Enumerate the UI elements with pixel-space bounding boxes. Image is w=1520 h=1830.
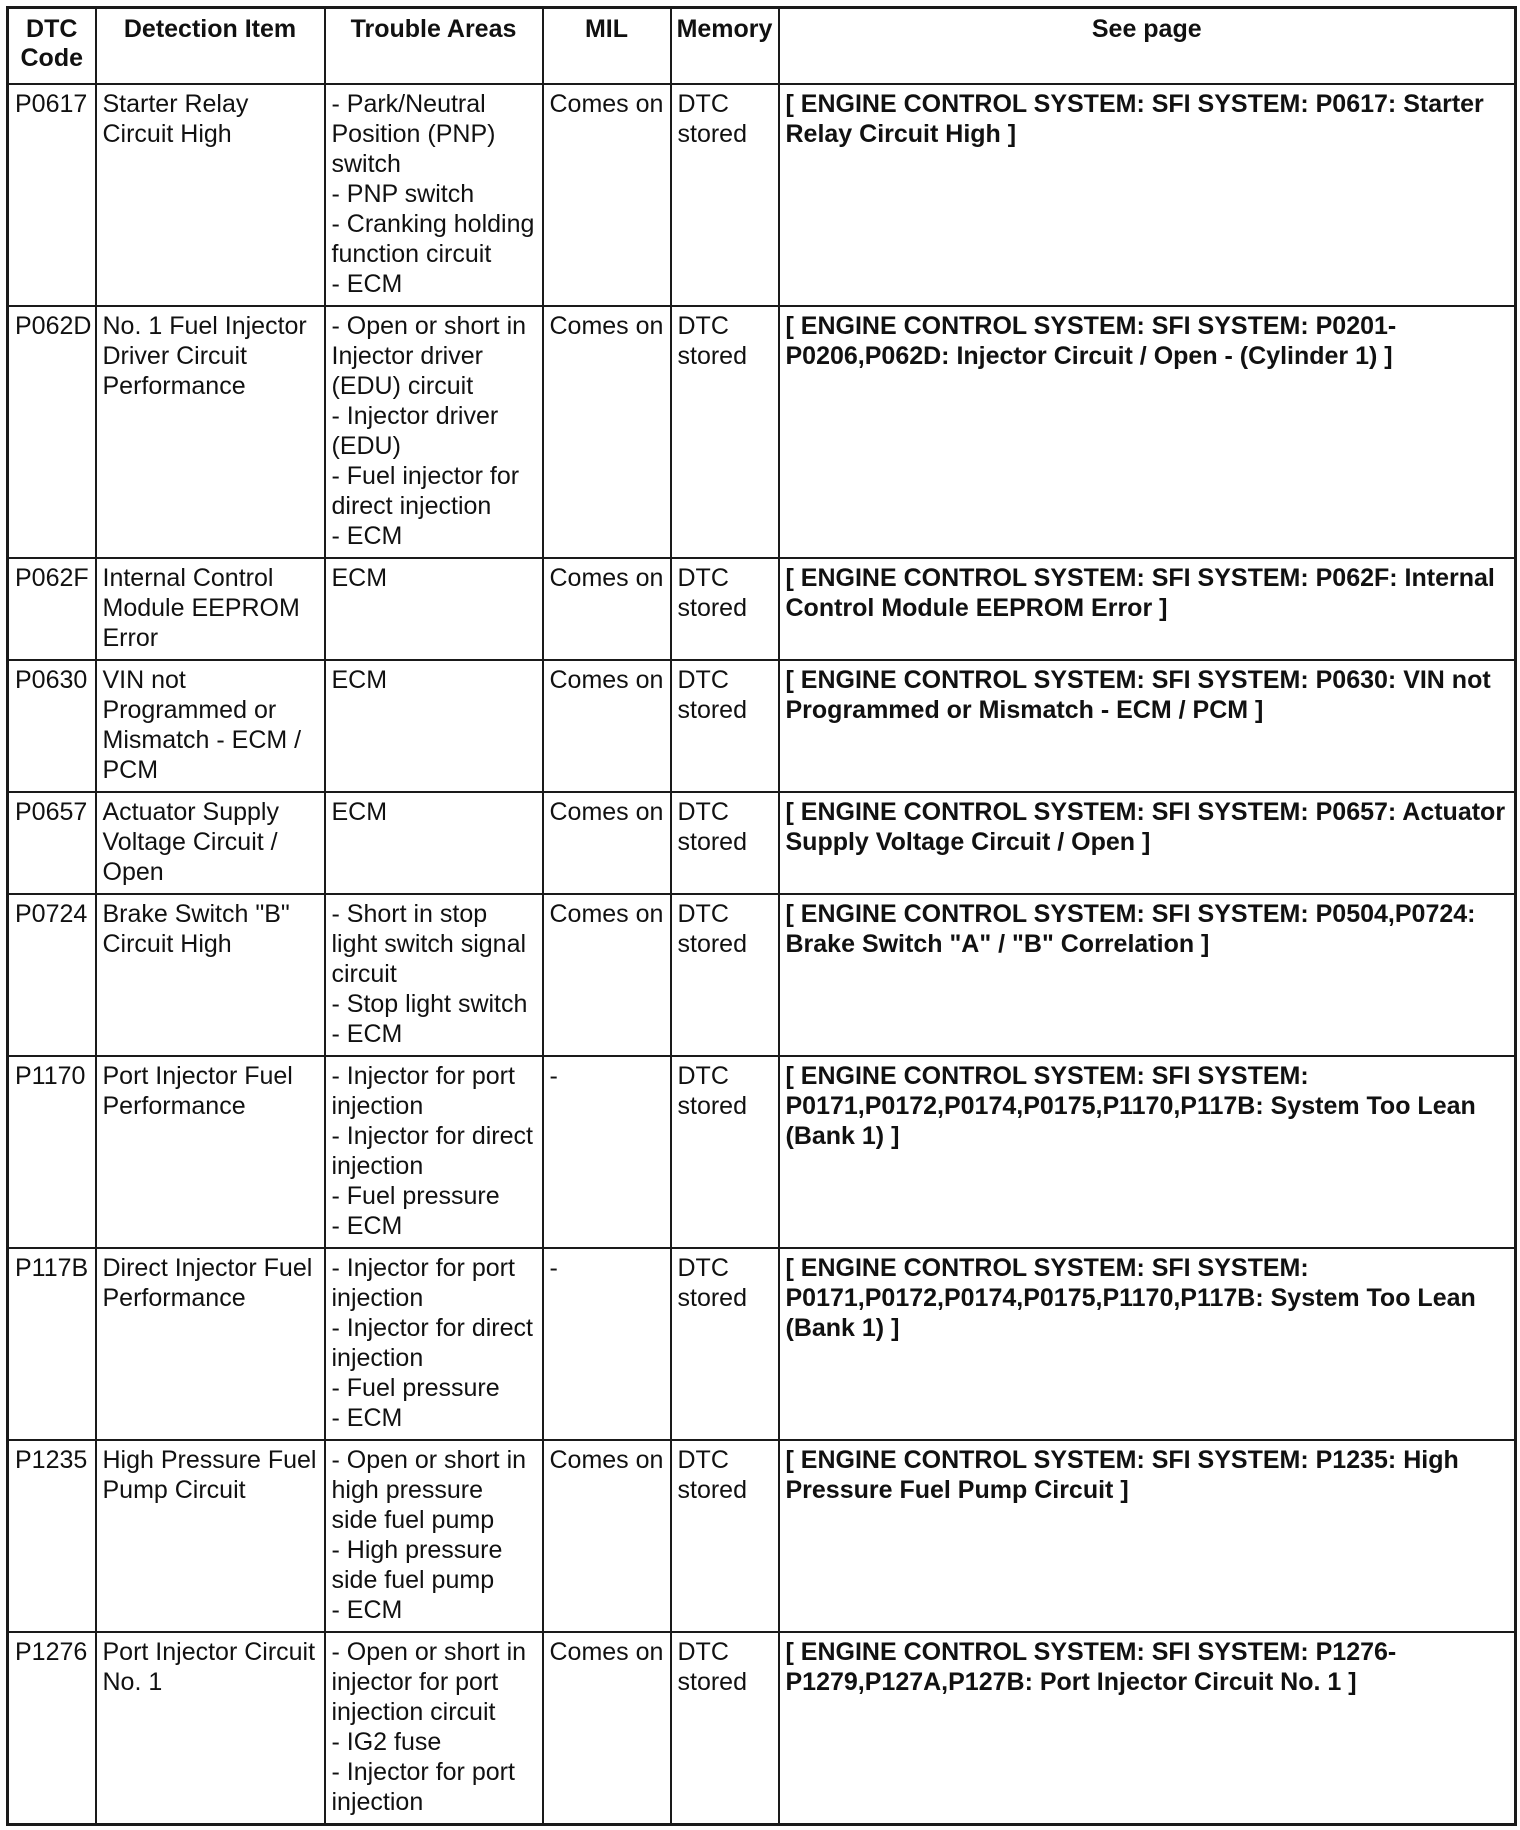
memory-cell: DTC stored	[671, 1248, 779, 1440]
trouble-area-item: - Park/Neutral Position (PNP) switch	[331, 90, 496, 178]
trouble-area-item: - Injector for direct injection	[331, 1314, 533, 1372]
trouble-area-item: - Fuel injector for direct injection	[331, 462, 520, 520]
trouble-area-item: - ECM	[331, 522, 403, 550]
dtc-code-cell: P1235	[8, 1440, 96, 1632]
trouble-areas-cell	[325, 84, 543, 306]
detection-item-cell: Port Injector Circuit No. 1	[96, 1632, 325, 1825]
trouble-area-item: ECM	[331, 666, 388, 694]
header-mil: MIL	[543, 8, 671, 85]
trouble-area-item: - Injector for port injection	[331, 1758, 515, 1816]
header-dtc-code: DTC Code	[8, 8, 96, 85]
memory-cell: DTC stored	[671, 792, 779, 894]
memory-cell: DTC stored	[671, 306, 779, 558]
mil-cell: Comes on	[543, 1632, 671, 1825]
trouble-area-item: - ECM	[331, 1404, 403, 1432]
trouble-areas-cell	[325, 306, 543, 558]
trouble-area-item: - PNP switch	[331, 180, 475, 208]
see-page-link[interactable]: [ ENGINE CONTROL SYSTEM: SFI SYSTEM: P062F: Internal Control Module EEPROM Error ]	[779, 558, 1516, 660]
table-row	[8, 84, 1516, 306]
memory-cell: DTC stored	[671, 1440, 779, 1632]
mil-cell: Comes on	[543, 1440, 671, 1632]
mil-cell: Comes on	[543, 306, 671, 558]
trouble-areas-cell	[325, 660, 543, 792]
memory-cell: DTC stored	[671, 894, 779, 1056]
dtc-code-cell: P117B	[8, 1248, 96, 1440]
memory-cell: DTC stored	[671, 558, 779, 660]
dtc-code-cell: P1276	[8, 1632, 96, 1825]
trouble-area-item: - Open or short in Injector driver (EDU) circuit	[331, 312, 527, 400]
detection-item-cell: Port Injector Fuel Performance	[96, 1056, 325, 1248]
trouble-area-item: - Fuel pressure	[331, 1374, 500, 1402]
dtc-code-cell: P1170	[8, 1056, 96, 1248]
trouble-area-item: - Open or short in high pressure side fuel pump	[331, 1446, 527, 1534]
trouble-area-item: - Injector for direct injection	[331, 1122, 533, 1180]
table-row	[8, 558, 1516, 660]
memory-cell: DTC stored	[671, 84, 779, 306]
mil-cell: -	[543, 1248, 671, 1440]
trouble-area-item: - IG2 fuse	[331, 1728, 442, 1756]
dtc-code-cell: P0617	[8, 84, 96, 306]
see-page-link[interactable]: [ ENGINE CONTROL SYSTEM: SFI SYSTEM: P1276-P1279,P127A,P127B: Port Injector Circuit No. 1 ]	[779, 1632, 1516, 1825]
dtc-code-cell: P0724	[8, 894, 96, 1056]
header-row	[8, 8, 1516, 85]
mil-cell: Comes on	[543, 660, 671, 792]
dtc-code-cell: P062F	[8, 558, 96, 660]
trouble-area-item: - Short in stop light switch signal circuit	[331, 900, 527, 988]
table-row	[8, 1056, 1516, 1248]
mil-cell: -	[543, 1056, 671, 1248]
mil-cell: Comes on	[543, 558, 671, 660]
trouble-area-item: - Injector for port injection	[331, 1254, 515, 1312]
header-trouble-areas: Trouble Areas	[325, 8, 543, 85]
table-row	[8, 1632, 1516, 1825]
see-page-link[interactable]: [ ENGINE CONTROL SYSTEM: SFI SYSTEM: P0201-P0206,P062D: Injector Circuit / Open - (Cylinder 1) ]	[779, 306, 1516, 558]
see-page-link[interactable]: [ ENGINE CONTROL SYSTEM: SFI SYSTEM: P1235: High Pressure Fuel Pump Circuit ]	[779, 1440, 1516, 1632]
trouble-area-item: - ECM	[331, 1020, 403, 1048]
see-page-link[interactable]: [ ENGINE CONTROL SYSTEM: SFI SYSTEM: P0657: Actuator Supply Voltage Circuit / Open ]	[779, 792, 1516, 894]
trouble-areas-cell	[325, 792, 543, 894]
mil-cell: Comes on	[543, 84, 671, 306]
see-page-link[interactable]: [ ENGINE CONTROL SYSTEM: SFI SYSTEM: P0171,P0172,P0174,P0175,P1170,P117B: System Too Lean (Bank 1) ]	[779, 1056, 1516, 1248]
header-memory: Memory	[671, 8, 779, 85]
dtc-code-cell: P0630	[8, 660, 96, 792]
detection-item-cell: High Pressure Fuel Pump Circuit	[96, 1440, 325, 1632]
detection-item-cell: Direct Injector Fuel Performance	[96, 1248, 325, 1440]
see-page-link[interactable]: [ ENGINE CONTROL SYSTEM: SFI SYSTEM: P0617: Starter Relay Circuit High ]	[779, 84, 1516, 306]
trouble-areas-cell	[325, 1440, 543, 1632]
trouble-areas-cell	[325, 558, 543, 660]
trouble-area-item: - Injector for port injection	[331, 1062, 515, 1120]
memory-cell: DTC stored	[671, 660, 779, 792]
detection-item-cell: VIN not Programmed or Mismatch - ECM / PCM	[96, 660, 325, 792]
detection-item-cell: Brake Switch "B" Circuit High	[96, 894, 325, 1056]
trouble-areas-cell	[325, 894, 543, 1056]
table-row	[8, 894, 1516, 1056]
header-see-page: See page	[779, 8, 1516, 85]
see-page-link[interactable]: [ ENGINE CONTROL SYSTEM: SFI SYSTEM: P0630: VIN not Programmed or Mismatch - ECM / PCM ]	[779, 660, 1516, 792]
dtc-table	[6, 6, 1517, 1826]
dtc-code-cell: P062D	[8, 306, 96, 558]
trouble-area-item: - Fuel pressure	[331, 1182, 500, 1210]
table-row	[8, 792, 1516, 894]
detection-item-cell: Actuator Supply Voltage Circuit / Open	[96, 792, 325, 894]
dtc-table-wrapper	[6, 6, 1517, 1826]
trouble-area-item: - Cranking holding function circuit	[331, 210, 535, 268]
trouble-areas-cell	[325, 1632, 543, 1825]
mil-cell: Comes on	[543, 894, 671, 1056]
detection-item-cell: Internal Control Module EEPROM Error	[96, 558, 325, 660]
mil-cell: Comes on	[543, 792, 671, 894]
trouble-area-item: - ECM	[331, 270, 403, 298]
memory-cell: DTC stored	[671, 1056, 779, 1248]
see-page-link[interactable]: [ ENGINE CONTROL SYSTEM: SFI SYSTEM: P0171,P0172,P0174,P0175,P1170,P117B: System Too Lean (Bank 1) ]	[779, 1248, 1516, 1440]
dtc-code-cell: P0657	[8, 792, 96, 894]
trouble-area-item: ECM	[331, 798, 388, 826]
see-page-link[interactable]: [ ENGINE CONTROL SYSTEM: SFI SYSTEM: P0504,P0724: Brake Switch "A" / "B" Correlation ]	[779, 894, 1516, 1056]
trouble-area-item: ECM	[331, 564, 388, 592]
header-detection-item: Detection Item	[96, 8, 325, 85]
table-row	[8, 1248, 1516, 1440]
trouble-area-item: - Open or short in injector for port injection circuit	[331, 1638, 527, 1726]
trouble-area-item: - ECM	[331, 1596, 403, 1624]
trouble-area-item: - High pressure side fuel pump	[331, 1536, 503, 1594]
table-row	[8, 306, 1516, 558]
detection-item-cell: No. 1 Fuel Injector Driver Circuit Performance	[96, 306, 325, 558]
trouble-area-item: - ECM	[331, 1212, 403, 1240]
table-row	[8, 660, 1516, 792]
trouble-area-item: - Injector driver (EDU)	[331, 402, 499, 460]
trouble-areas-cell	[325, 1248, 543, 1440]
trouble-areas-cell	[325, 1056, 543, 1248]
detection-item-cell: Starter Relay Circuit High	[96, 84, 325, 306]
table-row	[8, 1440, 1516, 1632]
memory-cell: DTC stored	[671, 1632, 779, 1825]
trouble-area-item: - Stop light switch	[331, 990, 528, 1018]
